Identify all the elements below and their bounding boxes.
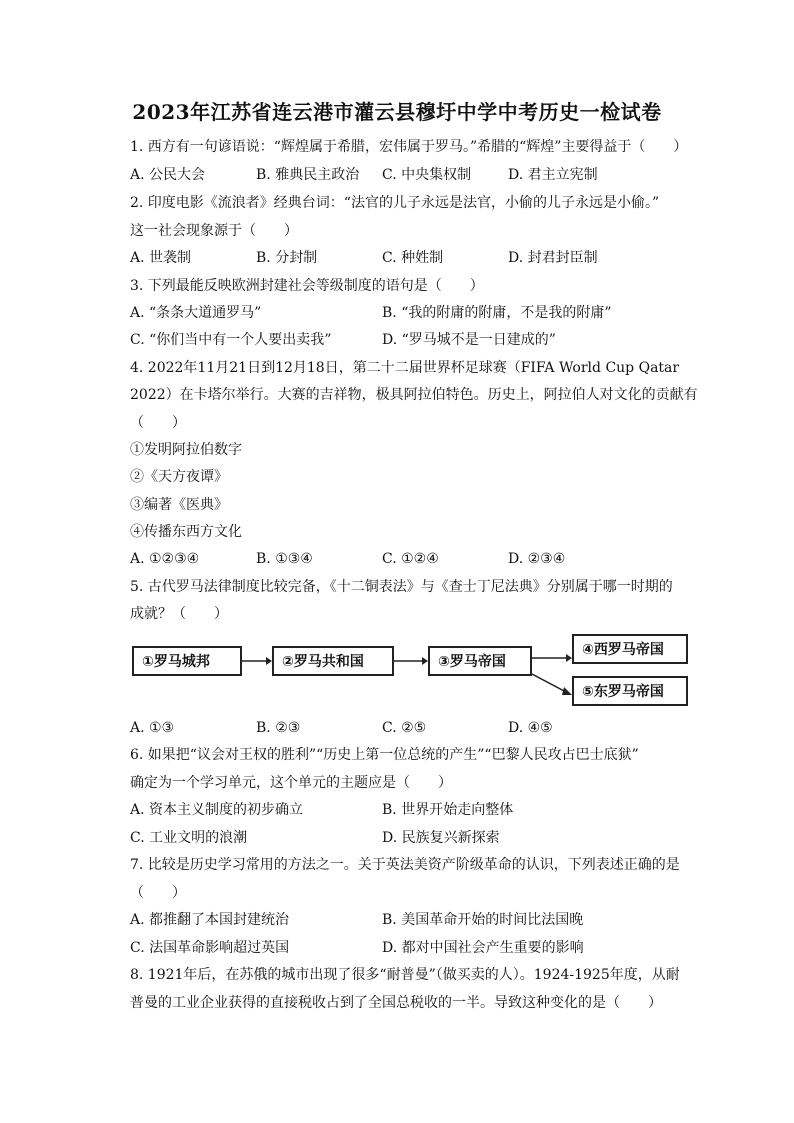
page-title: 2023年江苏省连云港市灌云县穆圩中学中考历史一检试卷	[132, 100, 662, 124]
q2-option-c[interactable]: C. 种姓制	[382, 250, 444, 266]
flow-box-western-roman-empire	[572, 634, 688, 664]
q7-option-d[interactable]: D. 都对中国社会产生重要的影响	[382, 940, 584, 956]
flow-box-roman-republic	[272, 646, 394, 676]
question-4-options	[130, 550, 700, 568]
q4-option-b[interactable]: B. ①③④	[256, 551, 313, 567]
q1-option-d[interactable]: D. 君主立宪制	[508, 167, 598, 183]
question-2-stem-line2: 这一社会现象源于（ ）	[130, 223, 298, 239]
q1-option-a[interactable]: A. 公民大会	[130, 167, 206, 183]
question-6-stem-line1: 6. 如果把“议会对王权的胜利”“历史上第一位总统的产生”“巴黎人民攻占巴士底狱”	[130, 747, 639, 763]
question-8-stem-line2: 普曼的工业企业获得的直接税收占到了全国总税收的一半。导致这种变化的是（ ）	[130, 995, 662, 1011]
question-3-options-row2	[130, 331, 700, 349]
q3-option-d[interactable]: D. “罗马城不是一日建成的”	[382, 332, 556, 348]
q2-option-d[interactable]: D. 封君封臣制	[508, 250, 598, 266]
question-4-item-2: ②《天方夜谭》	[130, 469, 228, 485]
question-6-stem-line2: 确定为一个学习单元，这个单元的主题应是（ ）	[130, 775, 452, 791]
question-1-options	[130, 166, 700, 184]
q7-option-c[interactable]: C. 法国革命影响超过英国	[130, 940, 290, 956]
flow-box-eastern-roman-empire	[572, 676, 688, 706]
flow-box-roman-city-state	[132, 646, 242, 676]
flow-box-4-label: ④西罗马帝国	[582, 642, 664, 658]
flow-box-3-label: ③罗马帝国	[438, 654, 506, 670]
question-6-options-row2	[130, 829, 700, 847]
question-7-stem-line2: （ ）	[130, 885, 186, 901]
question-5-stem-line2: 成就？（ ）	[130, 606, 228, 622]
question-4-stem-line2: 2022）在卡塔尔举行。大赛的吉祥物，极具阿拉伯特色。历史上，阿拉伯人对文化的贡献有	[130, 387, 698, 403]
q5-option-a[interactable]: A. ①③	[130, 720, 175, 736]
q5-option-c[interactable]: C. ②⑤	[382, 720, 427, 736]
q5-option-d[interactable]: D. ④⑤	[508, 720, 553, 736]
question-8-stem-line1: 8. 1921年后，在苏俄的城市出现了很多“耐普曼”（做买卖的人）。1924-1925年度，从耐	[130, 967, 680, 983]
q7-option-b[interactable]: B. 美国革命开始的时间比法国晚	[382, 912, 584, 928]
question-6-options-row1	[130, 801, 700, 819]
q3-option-a[interactable]: A. “条条大道通罗马”	[130, 305, 262, 321]
question-4-stem-line1: 4. 2022年11月21日到12月18日，第二十二届世界杯足球赛（FIFA World Cup Qatar	[130, 360, 680, 376]
q6-option-b[interactable]: B. 世界开始走向整体	[382, 802, 514, 818]
q2-option-b[interactable]: B. 分封制	[256, 250, 318, 266]
question-3-options-row1	[130, 304, 700, 322]
q6-option-c[interactable]: C. 工业文明的浪潮	[130, 830, 248, 846]
flow-arrow-2	[394, 654, 428, 668]
q7-option-a[interactable]: A. 都推翻了本国封建统治	[130, 912, 290, 928]
question-4-item-3: ③编著《医典》	[130, 497, 228, 513]
flow-arrow-1	[242, 654, 272, 668]
question-4-stem-line3: （ ）	[130, 415, 186, 431]
question-7-stem-line1: 7. 比较是历史学习常用的方法之一。关于英法美资产阶级革命的认识，下列表述正确的是	[130, 857, 680, 873]
flow-box-1-label: ①罗马城邦	[142, 654, 210, 670]
flow-box-2-label: ②罗马共和国	[282, 654, 364, 670]
question-7-options-row2	[130, 939, 700, 957]
q6-option-a[interactable]: A. 资本主义制度的初步确立	[130, 802, 304, 818]
flow-arrows-split	[532, 646, 572, 698]
q3-option-c[interactable]: C. “你们当中有一个人要出卖我”	[130, 332, 332, 348]
q1-option-c[interactable]: C. 中央集权制	[382, 167, 472, 183]
question-3-stem: 3. 下列最能反映欧洲封建社会等级制度的语句是（ ）	[130, 278, 484, 294]
question-7-options-row1	[130, 911, 700, 929]
question-4-item-1: ①发明阿拉伯数字	[130, 442, 242, 458]
q4-option-a[interactable]: A. ①②③④	[130, 551, 200, 567]
q1-option-b[interactable]: B. 雅典民主政治	[256, 167, 360, 183]
q4-option-d[interactable]: D. ②③④	[508, 551, 566, 567]
q3-option-b[interactable]: B. “我的附庸的附庸，不是我的附庸”	[382, 305, 612, 321]
question-2-options	[130, 249, 700, 267]
question-5-options	[130, 719, 700, 737]
q5-option-b[interactable]: B. ②③	[256, 720, 301, 736]
question-4-item-4: ④传播东西方文化	[130, 524, 242, 540]
flow-box-roman-empire	[428, 646, 532, 676]
flow-box-5-label: ⑤东罗马帝国	[582, 684, 664, 700]
q2-option-a[interactable]: A. 世袭制	[130, 250, 192, 266]
question-5-stem-line1: 5. 古代罗马法律制度比较完备，《十二铜表法》与《查士丁尼法典》分别属于哪一时期的	[130, 579, 673, 595]
question-1-stem: 1. 西方有一句谚语说：“辉煌属于希腊，宏伟属于罗马。”希腊的“辉煌”主要得益于（ ）	[130, 139, 688, 155]
question-2-stem-line1: 2. 印度电影《流浪者》经典台词：“法官的儿子永远是法官，小偷的儿子永远是小偷。”	[130, 195, 660, 211]
q4-option-c[interactable]: C. ①②④	[382, 551, 439, 567]
q6-option-d[interactable]: D. 民族复兴新探索	[382, 830, 500, 846]
rome-history-flowchart	[130, 632, 690, 714]
